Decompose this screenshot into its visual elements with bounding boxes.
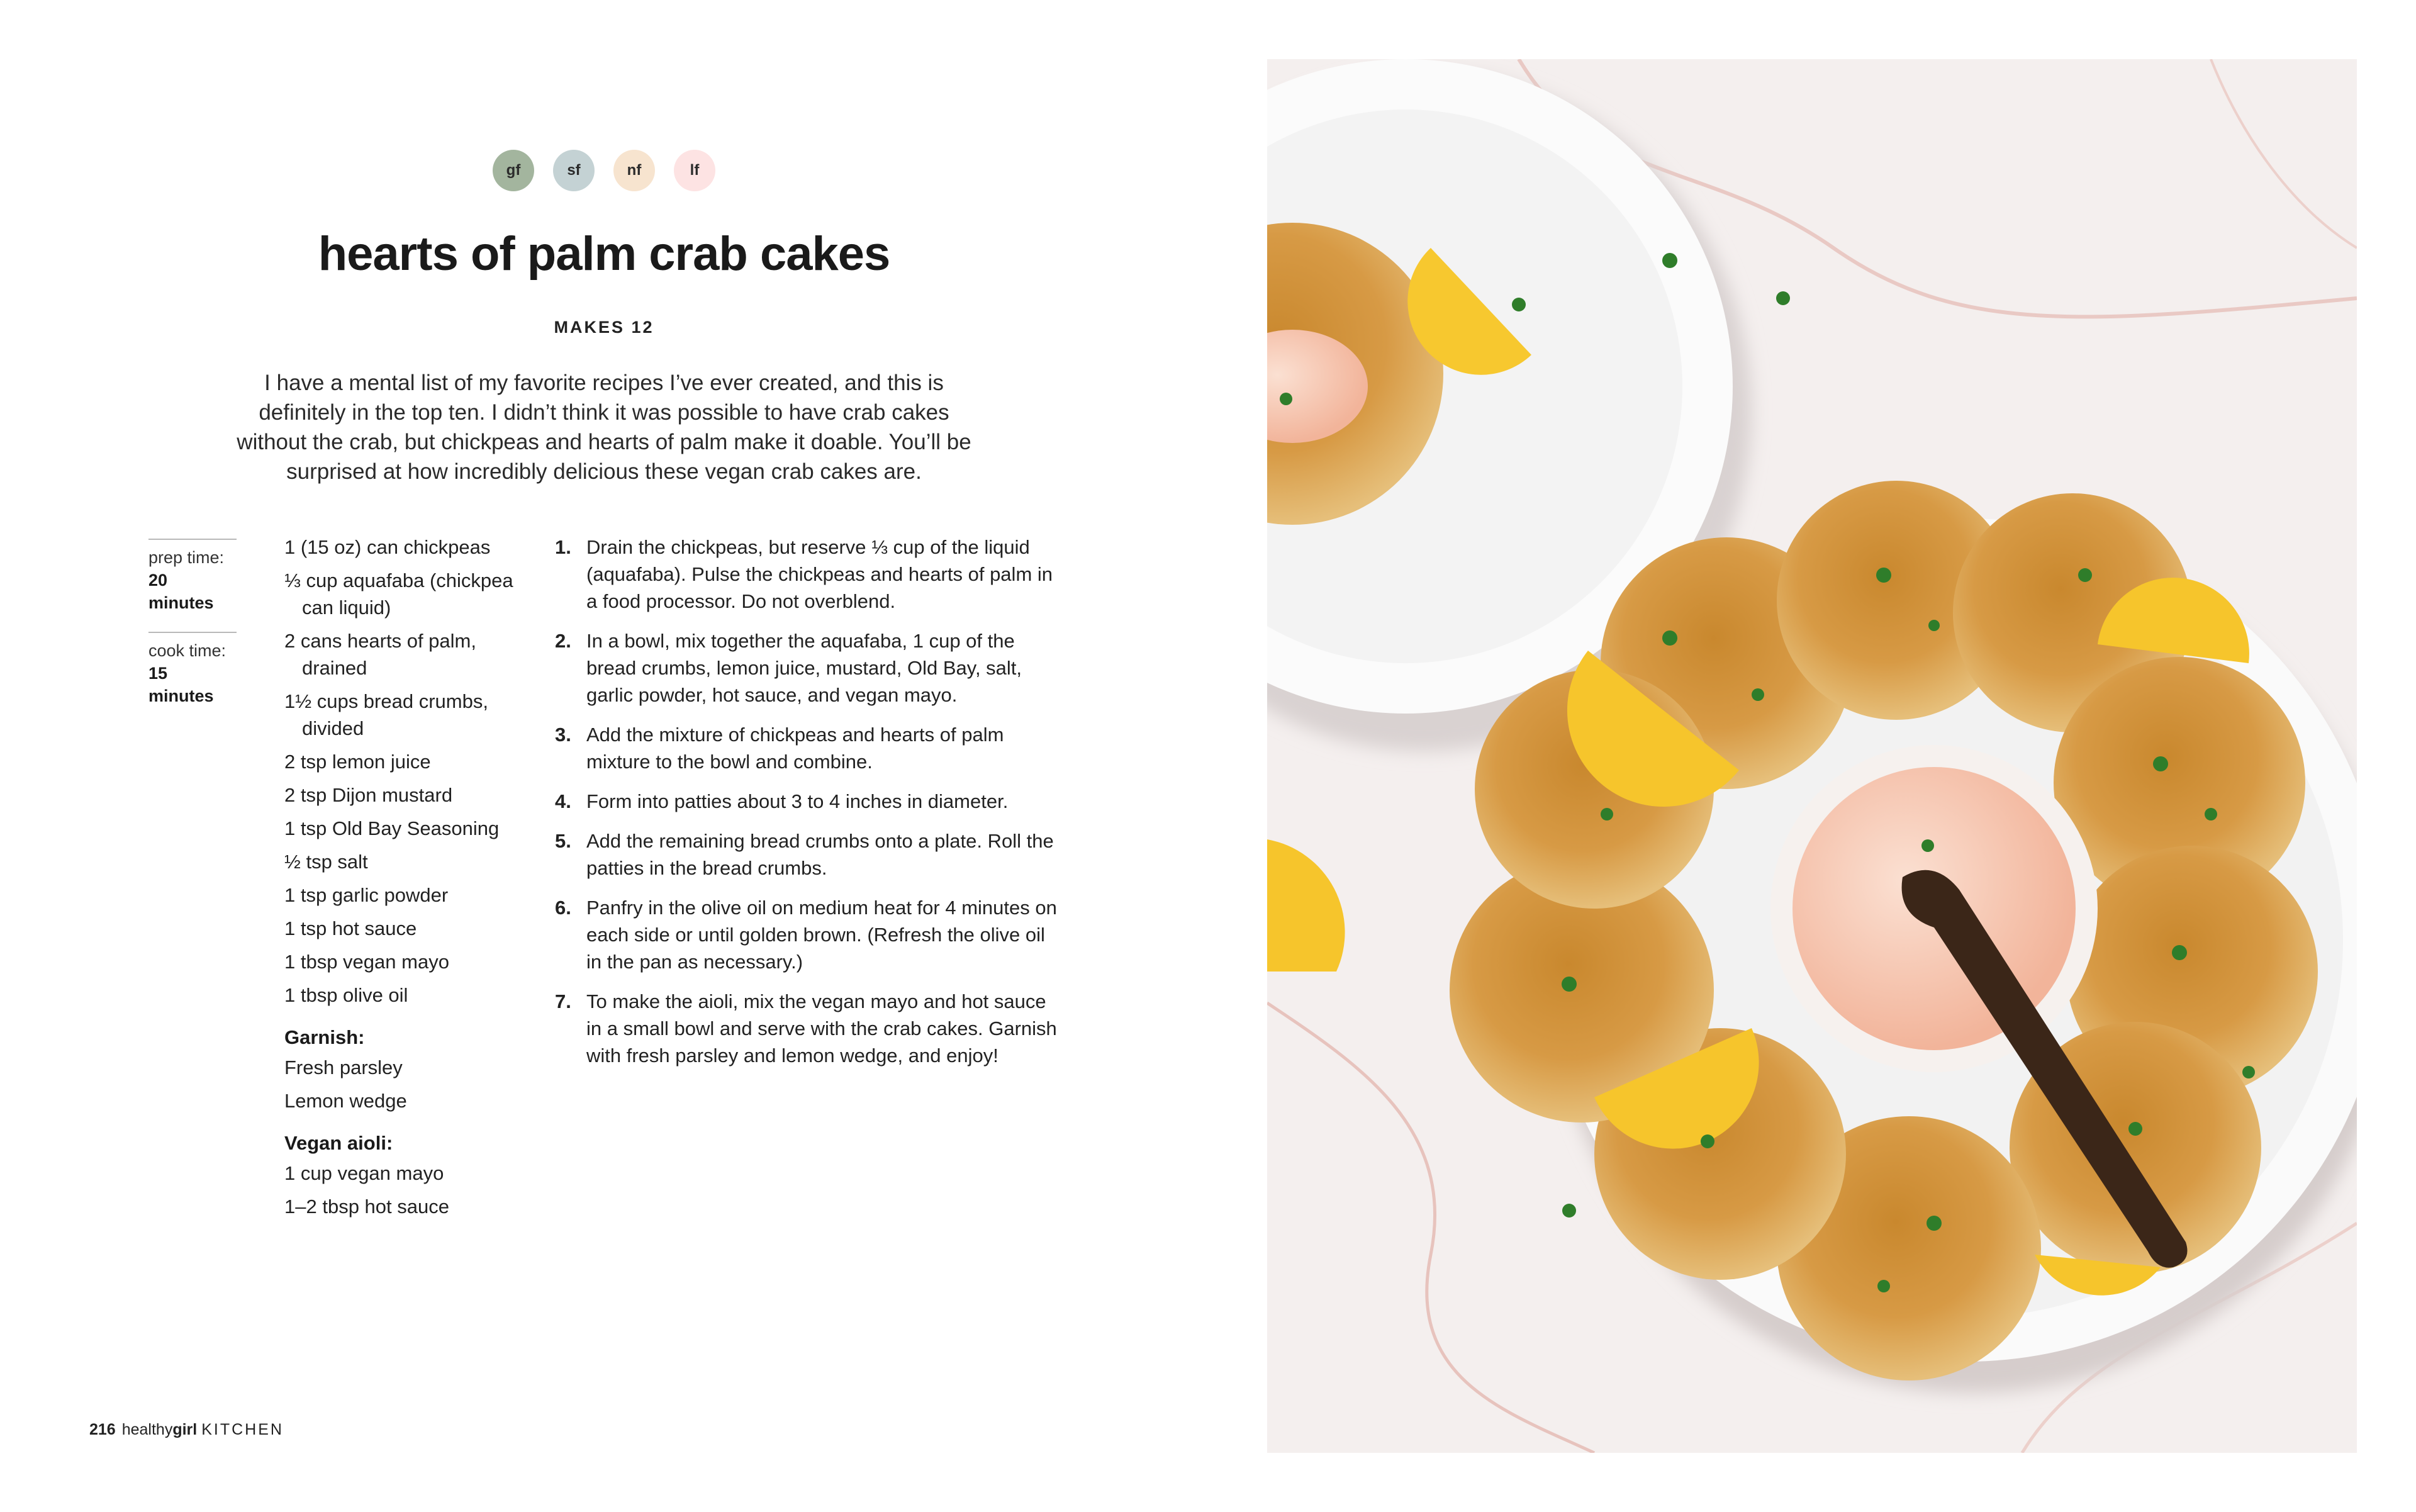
step-number: 2. [555, 630, 571, 652]
recipe-yield: MAKES 12 [554, 318, 654, 337]
step-text: Add the mixture of chickpeas and hearts of palm mixture to the bowl and combine. [586, 724, 1004, 773]
ingredient-item: 1½ cups bread crumbs, divided [284, 690, 488, 739]
instruction-step [555, 827, 1058, 882]
instruction-step [555, 988, 1058, 1069]
step-text: Form into patties about 3 to 4 inches in diameter. [586, 790, 1009, 812]
aioli-heading: Vegan aioli: [284, 1132, 393, 1154]
ingredient-item: ⅓ cup aquafaba (chickpea can liquid) [284, 569, 513, 619]
step-text: Drain the chickpeas, but reserve ⅓ cup of the liquid (aquafaba). Pulse the chickpeas and hearts of palm in a food processor. Do not overblend. [586, 536, 1053, 612]
step-text: Add the remaining bread crumbs onto a plate. Roll the patties in the bread crumbs. [586, 830, 1054, 879]
step-number: 3. [555, 724, 571, 746]
step-number: 4. [555, 790, 571, 812]
brand-bold: girl [172, 1421, 198, 1438]
step-text: Panfry in the olive oil on medium heat for 4 minutes on each side or until golden brown. (Refresh the olive oil in the pan as necessary.) [586, 897, 1057, 973]
cook-time [148, 632, 237, 707]
ingredient-item: 1 tsp garlic powder [284, 884, 449, 906]
step-text: In a bowl, mix together the aquafaba, 1 cup of the bread crumbs, lemon juice, mustard, Old Bay, salt, garlic powder, hot sauce, and vegan mayo. [586, 630, 1022, 706]
ingredient-item: 1 tsp hot sauce [284, 917, 417, 939]
ingredient-item: 1 tbsp vegan mayo [284, 951, 449, 973]
aioli-item: 1–2 tbsp hot sauce [284, 1196, 449, 1218]
cook-time-label: cook time: [148, 641, 226, 660]
instruction-list [555, 534, 1058, 1082]
page-footer [89, 1421, 284, 1439]
ingredient-item: 1 (15 oz) can chickpeas [284, 536, 491, 558]
aioli-item: 1 cup vegan mayo [284, 1162, 444, 1184]
recipe-title: hearts of palm crab cakes [318, 227, 890, 281]
ingredient-item: 2 cans hearts of palm, drained [284, 630, 476, 679]
instruction-step [555, 894, 1058, 975]
instruction-step [555, 721, 1058, 775]
brand-prefix: healthy [121, 1421, 173, 1438]
ingredient-item: 1 tbsp olive oil [284, 984, 408, 1006]
prep-time-label: prep time: [148, 548, 225, 567]
recipe-intro: I have a mental list of my favorite recipes I’ve ever created, and this is definitely in the top ten. I didn’t think it was possible to have crab cakes without the crab, but chickpeas and hearts of palm make it doable. You’ll be surprised at how incredibly delicious these vegan crab cakes are. [237, 371, 971, 484]
ingredient-item: 2 tsp lemon juice [284, 751, 431, 773]
ingredient-item: 1 tsp Old Bay Seasoning [284, 817, 500, 839]
food-photo [1267, 59, 2357, 1453]
ingredient-list [284, 534, 536, 1226]
garnish-item: Lemon wedge [284, 1090, 407, 1112]
step-number: 5. [555, 830, 571, 852]
step-number: 6. [555, 897, 571, 919]
badge-gluten-free: gf [493, 150, 534, 191]
brand-suffix: KITCHEN [201, 1421, 284, 1438]
cook-time-value: 15 minutes [148, 664, 214, 705]
time-sidebar [148, 539, 237, 725]
badge-nut-free: nf [613, 150, 655, 191]
garnish-item: Fresh parsley [284, 1056, 403, 1078]
step-number: 1. [555, 536, 571, 558]
instruction-step [555, 534, 1058, 615]
prep-time-value: 20 minutes [148, 571, 214, 612]
ingredient-item: 2 tsp Dijon mustard [284, 784, 453, 806]
badge-soy-free: sf [553, 150, 595, 191]
step-text: To make the aioli, mix the vegan mayo and hot sauce in a small bowl and serve with the crab cakes. Garnish with fresh parsley and lemon wedge, and enjoy! [586, 990, 1057, 1067]
instruction-step [555, 788, 1058, 815]
badge-lactose-free: lf [674, 150, 715, 191]
step-number: 7. [555, 990, 571, 1012]
ingredient-item: ½ tsp salt [284, 851, 368, 873]
page-number: 216 [89, 1421, 116, 1438]
instruction-step [555, 627, 1058, 708]
dietary-badges [0, 150, 1208, 191]
prep-time [148, 539, 237, 614]
garnish-heading: Garnish: [284, 1026, 365, 1048]
